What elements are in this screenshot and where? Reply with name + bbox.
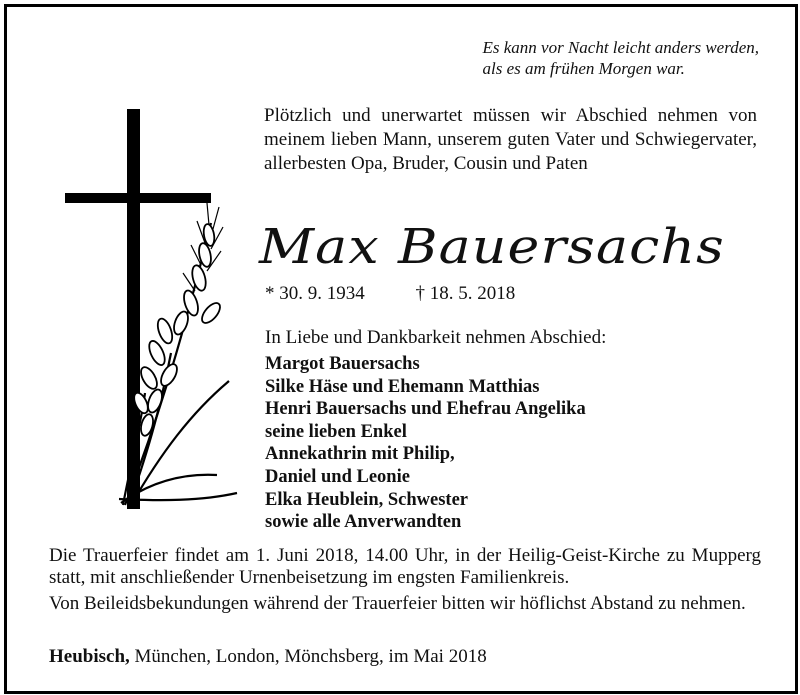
deceased-name: Max Bauersachs xyxy=(259,219,725,275)
farewell-intro: In Liebe und Dankbarkeit nehmen Abschied: xyxy=(265,327,607,348)
obituary-notice xyxy=(4,4,798,694)
funeral-info: Die Trauerfeier findet am 1. Juni 2018, 14.00 Uhr, in der Heilig-Geist-Kirche zu Mupperg statt, mit anschließender Urnenbeisetzung im engsten Familienkreis. xyxy=(49,545,761,588)
mourners-list xyxy=(265,353,586,534)
motto-line-2: als es am frühen Morgen war. xyxy=(482,59,685,78)
mourner-line: Margot Bauersachs xyxy=(265,354,420,374)
motto-line-1: Es kann vor Nacht leicht anders werden, xyxy=(482,38,759,57)
birth-date: * 30. 9. 1934 xyxy=(265,283,365,304)
mourner-line: sowie alle Anverwandten xyxy=(265,512,462,533)
death-date: † 18. 5. 2018 xyxy=(415,283,516,304)
mourner-line: Annekathrin mit Philip, xyxy=(265,444,455,465)
mourner-line: Silke Häse und Ehemann Matthias xyxy=(265,376,540,397)
life-dates xyxy=(265,282,515,306)
footer-places xyxy=(49,645,487,669)
intro-paragraph: Plötzlich und unerwartet müssen wir Abschied nehmen von meinem lieben Mann, unserem guten Vater und Schwiegervater, allerbesten Opa, Bruder, Cousin und Paten xyxy=(264,105,757,174)
mourner-line: Elka Heublein, Schwester xyxy=(265,489,468,510)
condolence-note: Von Beileidsbekundungen während der Trauerfeier bitten wir höflichst Abstand zu nehmen. xyxy=(49,593,746,614)
footer-place-bold: Heubisch, xyxy=(49,646,130,667)
cross-with-wheat-emblem xyxy=(61,103,241,513)
motto-quote xyxy=(482,37,759,79)
mourner-line: seine lieben Enkel xyxy=(265,421,407,442)
mourner-line: Henri Bauersachs und Ehefrau Angelika xyxy=(265,399,586,420)
footer-places-rest: München, London, Mönchsberg, im Mai 2018 xyxy=(129,646,487,667)
mourner-line: Daniel und Leonie xyxy=(265,466,410,487)
wheat-ears-icon xyxy=(131,223,223,437)
